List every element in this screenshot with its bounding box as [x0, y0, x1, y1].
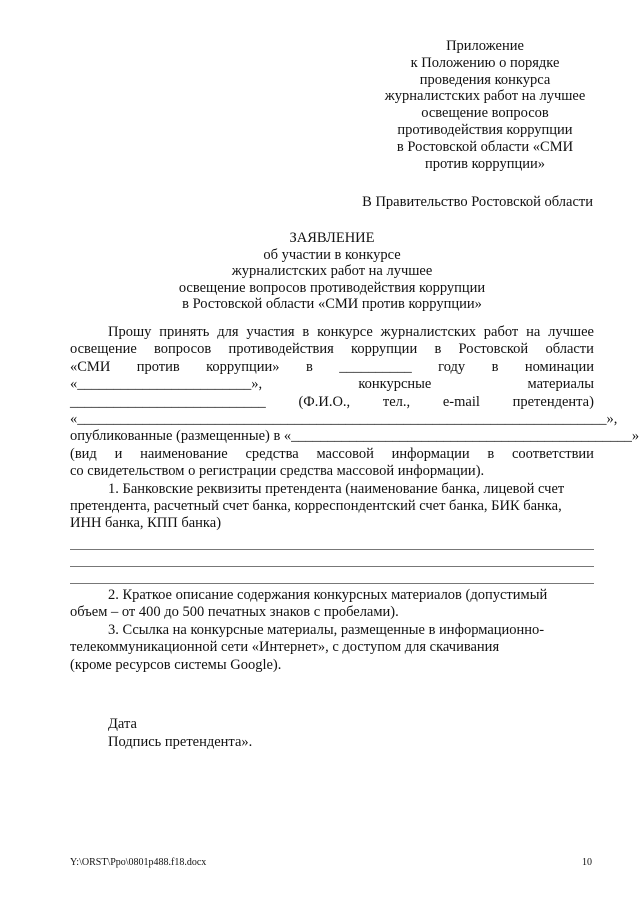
appendix-line: освещение вопросов: [421, 105, 549, 122]
title-main: ЗАЯВЛЕНИЕ: [289, 230, 375, 246]
fill-line[interactable]: [70, 533, 594, 550]
word: информации: [391, 445, 470, 462]
item3-line: 3. Ссылка на конкурсные материалы, размещенные в информационно-: [108, 621, 545, 638]
word: «СМИ: [70, 358, 111, 375]
word: в: [302, 324, 310, 340]
title-line: в Ростовской области «СМИ против коррупции»: [182, 296, 482, 312]
signature-block: [108, 716, 252, 751]
appendix-line: противодействия коррупции: [397, 121, 573, 138]
word: тел.,: [382, 393, 411, 410]
word: номинации: [524, 358, 594, 375]
paragraph-line: [70, 394, 594, 411]
document-title: [70, 230, 594, 313]
fill-line[interactable]: [70, 567, 594, 584]
word: e-mail: [442, 393, 480, 410]
paragraph-line: [70, 376, 594, 393]
word: массовой: [316, 445, 374, 462]
word: в: [487, 445, 495, 462]
word: работ: [483, 324, 519, 340]
item2-line: 2. Краткое описание содержания конкурсных материалов (допустимый: [108, 586, 548, 603]
word: материалы: [527, 376, 594, 393]
word: претендента): [512, 393, 594, 410]
file-path: Y:\ORST\Ppo\0801p488.f18.docx: [70, 857, 207, 868]
paragraph-line: [70, 359, 594, 376]
word: ___________________________: [70, 393, 266, 410]
title-line: журналистских работ на лучшее: [231, 263, 433, 279]
item1-line: ИНН банка, КПП банка): [70, 515, 222, 532]
word: наименование: [140, 445, 228, 462]
date-label: Дата: [108, 716, 137, 732]
word: против: [136, 358, 180, 375]
appendix-header: [368, 38, 602, 172]
word: «________________________»,: [70, 376, 263, 393]
word: году: [438, 358, 466, 375]
word: Ростовской: [458, 341, 529, 358]
word: опубликованные (размещенные) в «_______________________________________________»: [70, 428, 640, 445]
word: на: [526, 324, 541, 340]
word: средства: [245, 445, 299, 462]
word: вопросов: [154, 341, 212, 358]
appendix-line: против коррупции»: [424, 155, 546, 172]
title-line: об участии в конкурсе: [263, 246, 401, 263]
word: (Ф.И.О.,: [298, 393, 351, 410]
word: коррупции»: [206, 358, 280, 375]
appendix-line: к Положению о порядке: [410, 54, 560, 71]
word: «_________________________________________________________________________»,: [70, 411, 618, 428]
paragraph-line: [70, 411, 618, 428]
word: принять: [159, 324, 210, 340]
item3-line: (кроме ресурсов системы Google).: [70, 656, 282, 673]
application-body: [70, 324, 640, 674]
word: освещение: [70, 341, 137, 358]
fill-line[interactable]: [70, 550, 594, 567]
word: журналистских: [380, 324, 476, 340]
page-footer: [70, 857, 592, 868]
word: конкурсе: [317, 324, 373, 340]
addressee: В Правительство Ростовской области: [362, 194, 593, 210]
item1-line: [70, 481, 594, 498]
paragraph-line: [70, 463, 594, 480]
appendix-line: проведения конкурса: [419, 71, 551, 88]
word: соответствии: [512, 445, 594, 462]
paragraph-line: [70, 428, 640, 445]
word: __________: [339, 358, 412, 375]
item2-line: объем – от 400 до 500 печатных знаков с пробелами).: [70, 604, 399, 621]
paragraph-line: [70, 446, 594, 463]
signature-label: Подпись претендента».: [108, 733, 253, 750]
word: со свидетельством о регистрации средства массовой информации).: [70, 463, 485, 480]
word: в: [491, 358, 499, 375]
paragraph-request: [70, 324, 640, 481]
word: (вид: [70, 445, 97, 462]
item3-line: телекоммуникационной сети «Интернет», с доступом для скачивания: [70, 639, 500, 656]
paragraph-line: [70, 324, 594, 341]
word: области: [545, 341, 594, 358]
word: в: [305, 358, 313, 375]
word: для: [217, 324, 239, 340]
appendix-line: журналистских работ на лучшее: [384, 88, 586, 105]
page-number: 10: [582, 857, 592, 868]
paragraph-line: [70, 341, 594, 358]
word: лучшее: [548, 324, 594, 340]
word: в: [434, 341, 442, 358]
word: и: [114, 445, 123, 462]
word: противодействия: [228, 341, 334, 358]
appendix-line: в Ростовской области «СМИ: [396, 138, 574, 155]
item1-line: претендента, расчетный счет банка, корреспондентский счет банка, БИК банка,: [70, 498, 562, 515]
word: коррупции: [351, 341, 418, 358]
word: конкурсные: [358, 376, 432, 393]
appendix-line: Приложение: [446, 38, 524, 54]
word: участия: [246, 324, 295, 340]
title-line: освещение вопросов противодействия коррупции: [178, 279, 486, 296]
word: Прошу: [108, 324, 152, 340]
item-text: 1. Банковские реквизиты претендента (наименование банка, лицевой счет: [108, 480, 565, 497]
